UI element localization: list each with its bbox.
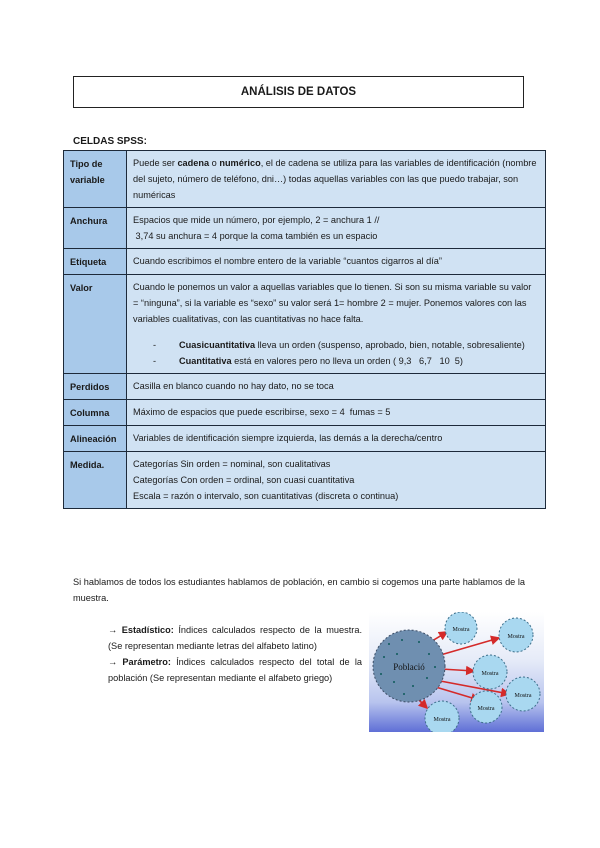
row-key: Medida. [64, 452, 127, 509]
row-key: Anchura [64, 208, 127, 249]
definition-estadistico: → Estadístico: Índices calculados respecto de la muestra. (Se representan mediante letras del alfabeto latino) [108, 625, 363, 651]
arrow-icon: → [108, 657, 118, 667]
list-item: - Cuasicuantitativa lleva un orden (suspenso, aprobado, bien, notable, sobresaliente) [153, 337, 539, 353]
row-value: Máximo de espacios que puede escribirse, sexo = 4 fumas = 5 [127, 400, 546, 426]
population-sample-paragraph: Si hablamos de todos los estudiantes hablamos de población, en cambio si cogemos una parte hablamos de la muestra. [73, 577, 525, 603]
row-key: Etiqueta [64, 249, 127, 275]
table-row [64, 249, 546, 275]
row-key: Perdidos [64, 374, 127, 400]
table-row [64, 374, 546, 400]
table-row [64, 426, 546, 452]
table-row [64, 452, 546, 509]
row-value: Cuando escribimos el nombre entero de la variable “cuantos cigarros al día” [127, 249, 546, 275]
svg-text:Mostra: Mostra [477, 706, 495, 712]
svg-text:Mostra: Mostra [452, 627, 470, 633]
table-row [64, 151, 546, 208]
definitions-block [108, 622, 362, 686]
definition-parametro: → Parámetro: Índices calculados respecto del total de la población (Se representan mediante el alfabeto griego) [108, 657, 363, 683]
svg-text:Mostra: Mostra [481, 671, 499, 677]
svg-text:Mostra: Mostra [433, 717, 451, 723]
section-heading: CELDAS SPSS: [73, 136, 147, 147]
arrow-icon: → [108, 625, 118, 635]
svg-text:Mostra: Mostra [514, 693, 532, 699]
diagram-svg [369, 612, 544, 732]
row-key: Columna [64, 400, 127, 426]
row-value: Puede ser cadena o numérico, el de cadena se utiliza para las variables de identificación (nombre del sujeto, número de teléfono, dni…) todas aquellas variables con las que puedo trabajar, son numéricas [127, 151, 546, 208]
list-item: - Cuantitativa está en valores pero no lleva un orden ( 9,3 6,7 10 5) [153, 353, 539, 369]
document-title: ANÁLISIS DE DATOS [240, 86, 357, 98]
row-value: Casilla en blanco cuando no hay dato, no se toca [127, 374, 546, 400]
svg-text:Mostra: Mostra [507, 634, 525, 640]
document-title-box [73, 76, 524, 108]
row-key: Alineación [64, 426, 127, 452]
row-key: Tipo de variable [64, 151, 127, 208]
population-sample-diagram [369, 612, 544, 732]
table-row [64, 275, 546, 374]
row-key: Valor [64, 275, 127, 374]
row-value: Variables de identificación siempre izquierda, las demás a la derecha/centro [127, 426, 546, 452]
value-bullet-list [133, 337, 539, 369]
table-row [64, 400, 546, 426]
row-value: Categorías Sin orden = nominal, son cualitativas Categorías Con orden = ordinal, son cuasi cuantitativa Escala = razón o intervalo, son cuantitativas (discreta o continua) [127, 452, 546, 509]
spss-cells-table [63, 150, 546, 509]
population-label: Població [393, 662, 425, 672]
table-row [64, 208, 546, 249]
row-value: Cuando le ponemos un valor a aquellas variables que lo tienen. Si son su misma variable su valor = “ninguna”, si la variable es “sexo” su valor será 1= hombre 2 = mujer. Ponemos valores con las variables cualitativas, con las cuantitativas no hace falta. - Cuasicuantitativa lleva un orden (suspenso, aprobado, bien, notable, sobresaliente) - Cuantitativa está en valores pero no lleva un orden ( 9,3 6,7 10 5) [127, 275, 546, 374]
row-value: Espacios que mide un número, por ejemplo, 2 = anchura 1 // 3,74 su anchura = 4 porque la coma también es un espacio [127, 208, 546, 249]
